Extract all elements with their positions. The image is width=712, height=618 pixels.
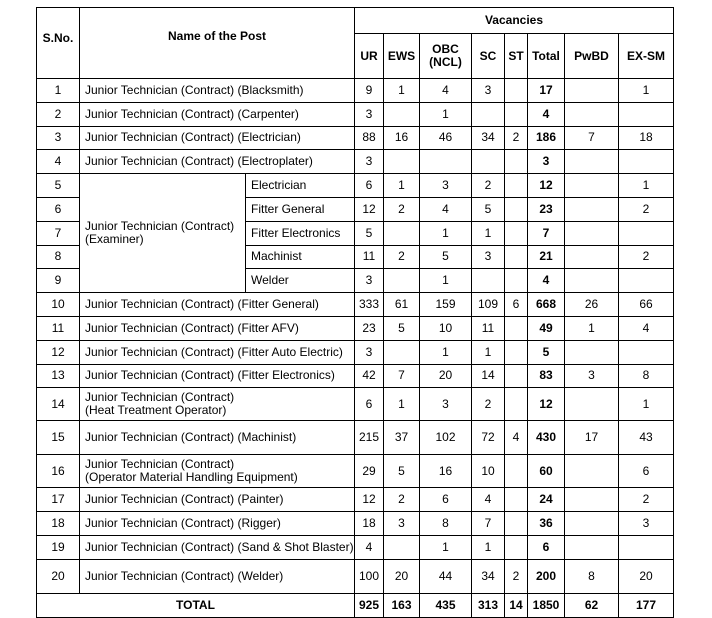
total-cell: 186 xyxy=(528,126,565,150)
ur-cell: 12 xyxy=(355,197,384,221)
ur-cell: 333 xyxy=(355,293,384,317)
table-row xyxy=(37,316,674,340)
ur-cell: 215 xyxy=(355,421,384,455)
table-row xyxy=(37,102,674,126)
total-row xyxy=(37,593,674,617)
sno-cell: 14 xyxy=(37,388,80,421)
col-header-ews: EWS xyxy=(384,34,420,79)
pwbd-cell: 3 xyxy=(565,364,619,388)
obc-cell: 1 xyxy=(420,340,472,364)
sno-cell: 9 xyxy=(37,269,80,293)
exsm-cell xyxy=(619,535,674,559)
examiner-post-cell: Junior Technician (Contract) (Examiner) xyxy=(80,174,246,293)
exsm-cell xyxy=(619,150,674,174)
sno-cell: 3 xyxy=(37,126,80,150)
sno-cell: 7 xyxy=(37,221,80,245)
total-cell: 49 xyxy=(528,316,565,340)
exsm-cell: 2 xyxy=(619,488,674,512)
sc-cell xyxy=(472,102,505,126)
ews-cell xyxy=(384,340,420,364)
ews-cell: 2 xyxy=(384,197,420,221)
ews-cell xyxy=(384,269,420,293)
exsm-cell: 1 xyxy=(619,174,674,198)
sno-cell: 13 xyxy=(37,364,80,388)
post-name-cell: Junior Technician (Contract) (Fitter Electronics) xyxy=(80,364,355,388)
sc-cell xyxy=(472,150,505,174)
post-name-cell: Junior Technician (Contract) (Operator Material Handling Equipment) xyxy=(80,455,355,488)
st-cell xyxy=(505,340,528,364)
vacancy-table-container xyxy=(36,7,674,618)
post-name-cell: Junior Technician (Contract) (Fitter Auto Electric) xyxy=(80,340,355,364)
ur-cell: 6 xyxy=(355,174,384,198)
col-header-pwbd: PwBD xyxy=(565,34,619,79)
post-name-cell: Junior Technician (Contract) (Machinist) xyxy=(80,421,355,455)
st-cell: 2 xyxy=(505,559,528,593)
obc-cell: 8 xyxy=(420,512,472,536)
st-cell xyxy=(505,316,528,340)
sno-cell: 11 xyxy=(37,316,80,340)
table-row xyxy=(37,364,674,388)
ur-cell: 29 xyxy=(355,455,384,488)
total-obc-cell: 435 xyxy=(420,593,472,617)
total-cell: 12 xyxy=(528,388,565,421)
sno-cell: 18 xyxy=(37,512,80,536)
col-header-total: Total xyxy=(528,34,565,79)
exsm-cell xyxy=(619,269,674,293)
post-name-cell: Junior Technician (Contract) (Fitter AFV) xyxy=(80,316,355,340)
pwbd-cell: 1 xyxy=(565,316,619,340)
ews-cell: 16 xyxy=(384,126,420,150)
ews-cell: 1 xyxy=(384,79,420,103)
ews-cell xyxy=(384,102,420,126)
ews-cell: 3 xyxy=(384,512,420,536)
total-ur-cell: 925 xyxy=(355,593,384,617)
exsm-cell: 66 xyxy=(619,293,674,317)
sc-cell: 5 xyxy=(472,197,505,221)
exsm-cell: 6 xyxy=(619,455,674,488)
pwbd-cell: 8 xyxy=(565,559,619,593)
table-row xyxy=(37,150,674,174)
ur-cell: 5 xyxy=(355,221,384,245)
exsm-cell: 4 xyxy=(619,316,674,340)
obc-cell: 4 xyxy=(420,197,472,221)
ur-cell: 100 xyxy=(355,559,384,593)
table-row xyxy=(37,126,674,150)
exsm-cell: 20 xyxy=(619,559,674,593)
ur-cell: 3 xyxy=(355,340,384,364)
pwbd-cell: 7 xyxy=(565,126,619,150)
total-cell: 4 xyxy=(528,102,565,126)
st-cell: 4 xyxy=(505,421,528,455)
total-total-cell: 1850 xyxy=(528,593,565,617)
total-cell: 7 xyxy=(528,221,565,245)
st-cell xyxy=(505,102,528,126)
total-cell: 23 xyxy=(528,197,565,221)
sc-cell: 11 xyxy=(472,316,505,340)
trade-cell: Fitter Electronics xyxy=(246,221,355,245)
sc-cell: 34 xyxy=(472,559,505,593)
obc-cell: 6 xyxy=(420,488,472,512)
st-cell: 2 xyxy=(505,126,528,150)
exsm-cell: 3 xyxy=(619,512,674,536)
table-row xyxy=(37,455,674,488)
total-pwbd-cell: 62 xyxy=(565,593,619,617)
total-cell: 6 xyxy=(528,535,565,559)
sno-cell: 8 xyxy=(37,245,80,269)
pwbd-cell xyxy=(565,102,619,126)
col-header-ur: UR xyxy=(355,34,384,79)
st-cell xyxy=(505,174,528,198)
post-name-cell: Junior Technician (Contract) (Rigger) xyxy=(80,512,355,536)
pwbd-cell: 17 xyxy=(565,421,619,455)
obc-cell: 46 xyxy=(420,126,472,150)
sno-cell: 16 xyxy=(37,455,80,488)
ews-cell: 2 xyxy=(384,488,420,512)
ews-cell: 37 xyxy=(384,421,420,455)
obc-cell xyxy=(420,150,472,174)
post-name-cell: Junior Technician (Contract) (Fitter General) xyxy=(80,293,355,317)
total-cell: 12 xyxy=(528,174,565,198)
st-cell xyxy=(505,455,528,488)
post-name-header: Name of the Post xyxy=(80,8,355,79)
st-cell xyxy=(505,221,528,245)
table-row xyxy=(37,488,674,512)
total-cell: 5 xyxy=(528,340,565,364)
col-header-exsm: EX-SM xyxy=(619,34,674,79)
table-row xyxy=(37,421,674,455)
ur-cell: 4 xyxy=(355,535,384,559)
ur-cell: 88 xyxy=(355,126,384,150)
sc-cell: 14 xyxy=(472,364,505,388)
total-cell: 24 xyxy=(528,488,565,512)
ur-cell: 6 xyxy=(355,388,384,421)
post-name-cell: Junior Technician (Contract) (Heat Treatment Operator) xyxy=(80,388,355,421)
exsm-cell xyxy=(619,221,674,245)
col-header-sc: SC xyxy=(472,34,505,79)
obc-cell: 1 xyxy=(420,269,472,293)
total-cell: 17 xyxy=(528,79,565,103)
exsm-cell xyxy=(619,102,674,126)
trade-cell: Electrician xyxy=(246,174,355,198)
ews-cell: 7 xyxy=(384,364,420,388)
sc-cell: 2 xyxy=(472,388,505,421)
st-cell xyxy=(505,364,528,388)
total-ews-cell: 163 xyxy=(384,593,420,617)
sc-cell xyxy=(472,269,505,293)
sno-cell: 12 xyxy=(37,340,80,364)
ur-cell: 18 xyxy=(355,512,384,536)
pwbd-cell xyxy=(565,535,619,559)
ur-cell: 23 xyxy=(355,316,384,340)
table-row xyxy=(37,79,674,103)
exsm-cell: 1 xyxy=(619,79,674,103)
post-name-cell: Junior Technician (Contract) (Carpenter) xyxy=(80,102,355,126)
table-row xyxy=(37,535,674,559)
trade-cell: Welder xyxy=(246,269,355,293)
sno-cell: 10 xyxy=(37,293,80,317)
sno-cell: 17 xyxy=(37,488,80,512)
pwbd-cell xyxy=(565,174,619,198)
obc-cell: 1 xyxy=(420,102,472,126)
table-row xyxy=(37,293,674,317)
total-cell: 3 xyxy=(528,150,565,174)
total-cell: 60 xyxy=(528,455,565,488)
sc-cell: 2 xyxy=(472,174,505,198)
total-cell: 668 xyxy=(528,293,565,317)
obc-cell: 20 xyxy=(420,364,472,388)
sno-cell: 5 xyxy=(37,174,80,198)
total-cell: 200 xyxy=(528,559,565,593)
sc-cell: 72 xyxy=(472,421,505,455)
pwbd-cell xyxy=(565,197,619,221)
sc-cell: 3 xyxy=(472,245,505,269)
obc-cell: 3 xyxy=(420,388,472,421)
obc-cell: 5 xyxy=(420,245,472,269)
sc-cell: 1 xyxy=(472,340,505,364)
sno-cell: 15 xyxy=(37,421,80,455)
sc-cell: 1 xyxy=(472,221,505,245)
pwbd-cell xyxy=(565,79,619,103)
table-row xyxy=(37,174,674,198)
ews-cell: 61 xyxy=(384,293,420,317)
st-cell xyxy=(505,269,528,293)
table-row xyxy=(37,340,674,364)
ews-cell: 5 xyxy=(384,316,420,340)
total-sc-cell: 313 xyxy=(472,593,505,617)
obc-cell: 159 xyxy=(420,293,472,317)
ur-cell: 9 xyxy=(355,79,384,103)
ews-cell xyxy=(384,150,420,174)
trade-cell: Fitter General xyxy=(246,197,355,221)
exsm-cell: 8 xyxy=(619,364,674,388)
post-name-cell: Junior Technician (Contract) (Electroplater) xyxy=(80,150,355,174)
vacancies-header: Vacancies xyxy=(355,8,674,34)
obc-cell: 1 xyxy=(420,221,472,245)
total-exsm-cell: 177 xyxy=(619,593,674,617)
ur-cell: 3 xyxy=(355,150,384,174)
obc-cell: 1 xyxy=(420,535,472,559)
ews-cell: 1 xyxy=(384,174,420,198)
table-row xyxy=(37,512,674,536)
exsm-cell: 1 xyxy=(619,388,674,421)
ur-cell: 11 xyxy=(355,245,384,269)
total-cell: 83 xyxy=(528,364,565,388)
exsm-cell: 43 xyxy=(619,421,674,455)
sc-cell: 34 xyxy=(472,126,505,150)
st-cell xyxy=(505,512,528,536)
sno-cell: 1 xyxy=(37,79,80,103)
st-cell xyxy=(505,197,528,221)
pwbd-cell xyxy=(565,455,619,488)
ews-cell: 20 xyxy=(384,559,420,593)
total-label: TOTAL xyxy=(37,593,355,617)
sc-cell: 4 xyxy=(472,488,505,512)
ews-cell: 2 xyxy=(384,245,420,269)
post-name-cell: Junior Technician (Contract) (Sand & Shot Blaster) xyxy=(80,535,355,559)
ews-cell: 5 xyxy=(384,455,420,488)
st-cell xyxy=(505,488,528,512)
sno-cell: 19 xyxy=(37,535,80,559)
pwbd-cell xyxy=(565,269,619,293)
ews-cell: 1 xyxy=(384,388,420,421)
pwbd-cell xyxy=(565,388,619,421)
exsm-cell: 2 xyxy=(619,197,674,221)
pwbd-cell xyxy=(565,512,619,536)
post-name-cell: Junior Technician (Contract) (Painter) xyxy=(80,488,355,512)
sno-header: S.No. xyxy=(37,8,80,79)
ur-cell: 3 xyxy=(355,102,384,126)
st-cell xyxy=(505,79,528,103)
st-cell xyxy=(505,150,528,174)
sno-cell: 6 xyxy=(37,197,80,221)
sno-cell: 4 xyxy=(37,150,80,174)
obc-cell: 3 xyxy=(420,174,472,198)
obc-cell: 10 xyxy=(420,316,472,340)
post-name-cell: Junior Technician (Contract) (Electrician) xyxy=(80,126,355,150)
pwbd-cell xyxy=(565,221,619,245)
ews-cell xyxy=(384,535,420,559)
pwbd-cell xyxy=(565,245,619,269)
sno-cell: 20 xyxy=(37,559,80,593)
sc-cell: 10 xyxy=(472,455,505,488)
ur-cell: 42 xyxy=(355,364,384,388)
ur-cell: 12 xyxy=(355,488,384,512)
sc-cell: 7 xyxy=(472,512,505,536)
pwbd-cell xyxy=(565,150,619,174)
trade-cell: Machinist xyxy=(246,245,355,269)
st-cell xyxy=(505,245,528,269)
col-header-st: ST xyxy=(505,34,528,79)
obc-cell: 4 xyxy=(420,79,472,103)
pwbd-cell xyxy=(565,340,619,364)
post-name-cell: Junior Technician (Contract) (Welder) xyxy=(80,559,355,593)
total-cell: 430 xyxy=(528,421,565,455)
pwbd-cell: 26 xyxy=(565,293,619,317)
pwbd-cell xyxy=(565,488,619,512)
st-cell xyxy=(505,388,528,421)
table-row xyxy=(37,388,674,421)
total-cell: 4 xyxy=(528,269,565,293)
sc-cell: 3 xyxy=(472,79,505,103)
sno-cell: 2 xyxy=(37,102,80,126)
table-row xyxy=(37,559,674,593)
vacancy-table xyxy=(36,7,674,618)
total-cell: 36 xyxy=(528,512,565,536)
ur-cell: 3 xyxy=(355,269,384,293)
obc-cell: 16 xyxy=(420,455,472,488)
exsm-cell: 18 xyxy=(619,126,674,150)
st-cell: 6 xyxy=(505,293,528,317)
obc-cell: 102 xyxy=(420,421,472,455)
total-st-cell: 14 xyxy=(505,593,528,617)
total-cell: 21 xyxy=(528,245,565,269)
col-header-obc: OBC (NCL) xyxy=(420,34,472,79)
obc-cell: 44 xyxy=(420,559,472,593)
sc-cell: 109 xyxy=(472,293,505,317)
sc-cell: 1 xyxy=(472,535,505,559)
exsm-cell xyxy=(619,340,674,364)
post-name-cell: Junior Technician (Contract) (Blacksmith) xyxy=(80,79,355,103)
exsm-cell: 2 xyxy=(619,245,674,269)
st-cell xyxy=(505,535,528,559)
ews-cell xyxy=(384,221,420,245)
